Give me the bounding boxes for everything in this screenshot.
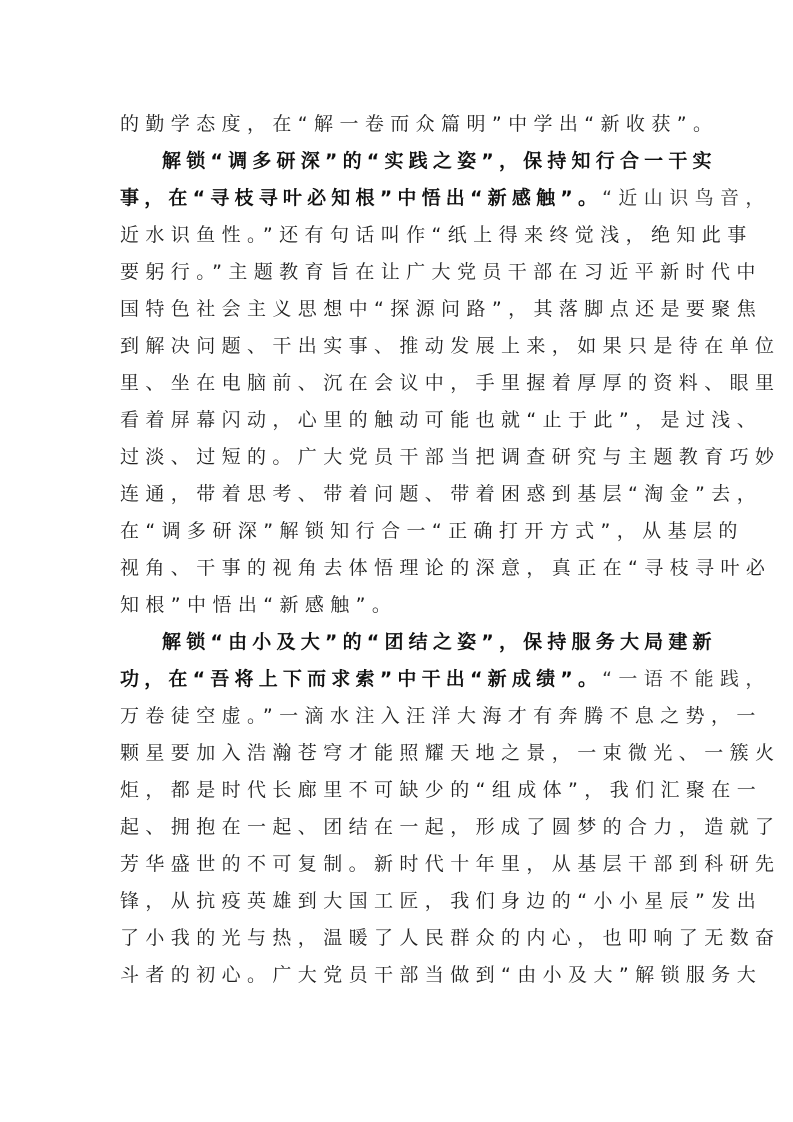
heading-line: [120, 624, 717, 661]
text-line: [120, 550, 772, 587]
text-line: [120, 883, 763, 920]
section-heading: 解锁“由小及大”的“团结之姿”，保持服务大局建新: [162, 631, 717, 653]
section-heading: 解锁“调多研深”的“实践之姿”，保持知行合一干实: [162, 150, 717, 172]
line-text: 国特色社会主义思想中“探源问路”，其落脚点还是要聚焦: [120, 298, 763, 320]
line-text: 万卷徒空虚。”一滴水注入汪洋大海才有奔腾不息之势，一: [120, 705, 762, 727]
text-line: [120, 217, 753, 254]
text-line: [120, 698, 762, 735]
line-text: 斗者的初心。广大党员干部当做到“由小及大”解锁服务大: [120, 964, 763, 986]
line-text: 炬，都是时代长廊里不可缺少的“组成体”，我们汇聚在一: [120, 779, 763, 801]
text-line: [120, 365, 781, 402]
text-line: [120, 106, 719, 143]
text-line: [120, 809, 781, 846]
line-text: 了小我的光与热，温暖了人民群众的内心，也叩响了无数奋: [120, 927, 781, 949]
text-line: [120, 957, 763, 994]
text-line: [120, 254, 762, 291]
text-line: [120, 846, 781, 883]
section-heading: 功，在“吾将上下而求索”中干出“新成绩”。: [120, 668, 603, 690]
line-text: 要躬行。”主题教育旨在让广大党员干部在习近平新时代中: [120, 261, 762, 283]
line-text: 看着屏幕闪动，心里的触动可能也就“止于此”，是过浅、: [120, 409, 763, 431]
line-text: 在“调多研深”解锁知行合一“正确打开方式”，从基层的: [120, 520, 744, 542]
line-text: 芳华盛世的不可复制。新时代十年里，从基层干部到科研先: [120, 853, 781, 875]
line-text: 近水识鱼性。”还有句话叫作“纸上得来终觉浅，绝知此事: [120, 224, 753, 246]
line-text: “近山识鸟音，: [602, 187, 771, 209]
text-line: [120, 439, 781, 476]
line-text: 锋，从抗疫英雄到大国工匠，我们身边的“小小星辰”发出: [120, 890, 763, 912]
text-line: [120, 291, 763, 328]
line-text: 的勤学态度，在“解一卷而众篇明”中学出“新收获”。: [120, 113, 719, 135]
text-line: [120, 735, 781, 772]
document-body: [120, 106, 781, 994]
line-text: 过淡、过短的。广大党员干部当把调查研究与主题教育巧妙: [120, 446, 781, 468]
text-line: [120, 920, 781, 957]
text-line: [120, 476, 763, 513]
heading-line: [120, 661, 771, 698]
text-line: [120, 328, 781, 365]
heading-line: [120, 180, 771, 217]
text-line: [120, 513, 744, 550]
section-heading: 事，在“寻枝寻叶必知根”中悟出“新感触”。: [120, 187, 603, 209]
heading-line: [120, 143, 717, 180]
line-text: “一语不能践，: [602, 668, 771, 690]
line-text: 颗星要加入浩瀚苍穹才能照耀天地之景，一束微光、一簇火: [120, 742, 781, 764]
line-text: 知根”中悟出“新感触”。: [120, 594, 398, 616]
text-line: [120, 587, 676, 624]
text-line: [120, 772, 763, 809]
line-text: 连通，带着思考、带着问题、带着困惑到基层“淘金”去，: [120, 483, 763, 505]
line-text: 视角、干事的视角去体悟理论的深意，真正在“寻枝寻叶必: [120, 557, 772, 579]
line-text: 起、拥抱在一起、团结在一起，形成了圆梦的合力，造就了: [120, 816, 781, 838]
line-text: 到解决问题、干出实事、推动发展上来，如果只是待在单位: [120, 335, 781, 357]
line-text: 里、坐在电脑前、沉在会议中，手里握着厚厚的资料、眼里: [120, 372, 781, 394]
text-line: [120, 402, 763, 439]
